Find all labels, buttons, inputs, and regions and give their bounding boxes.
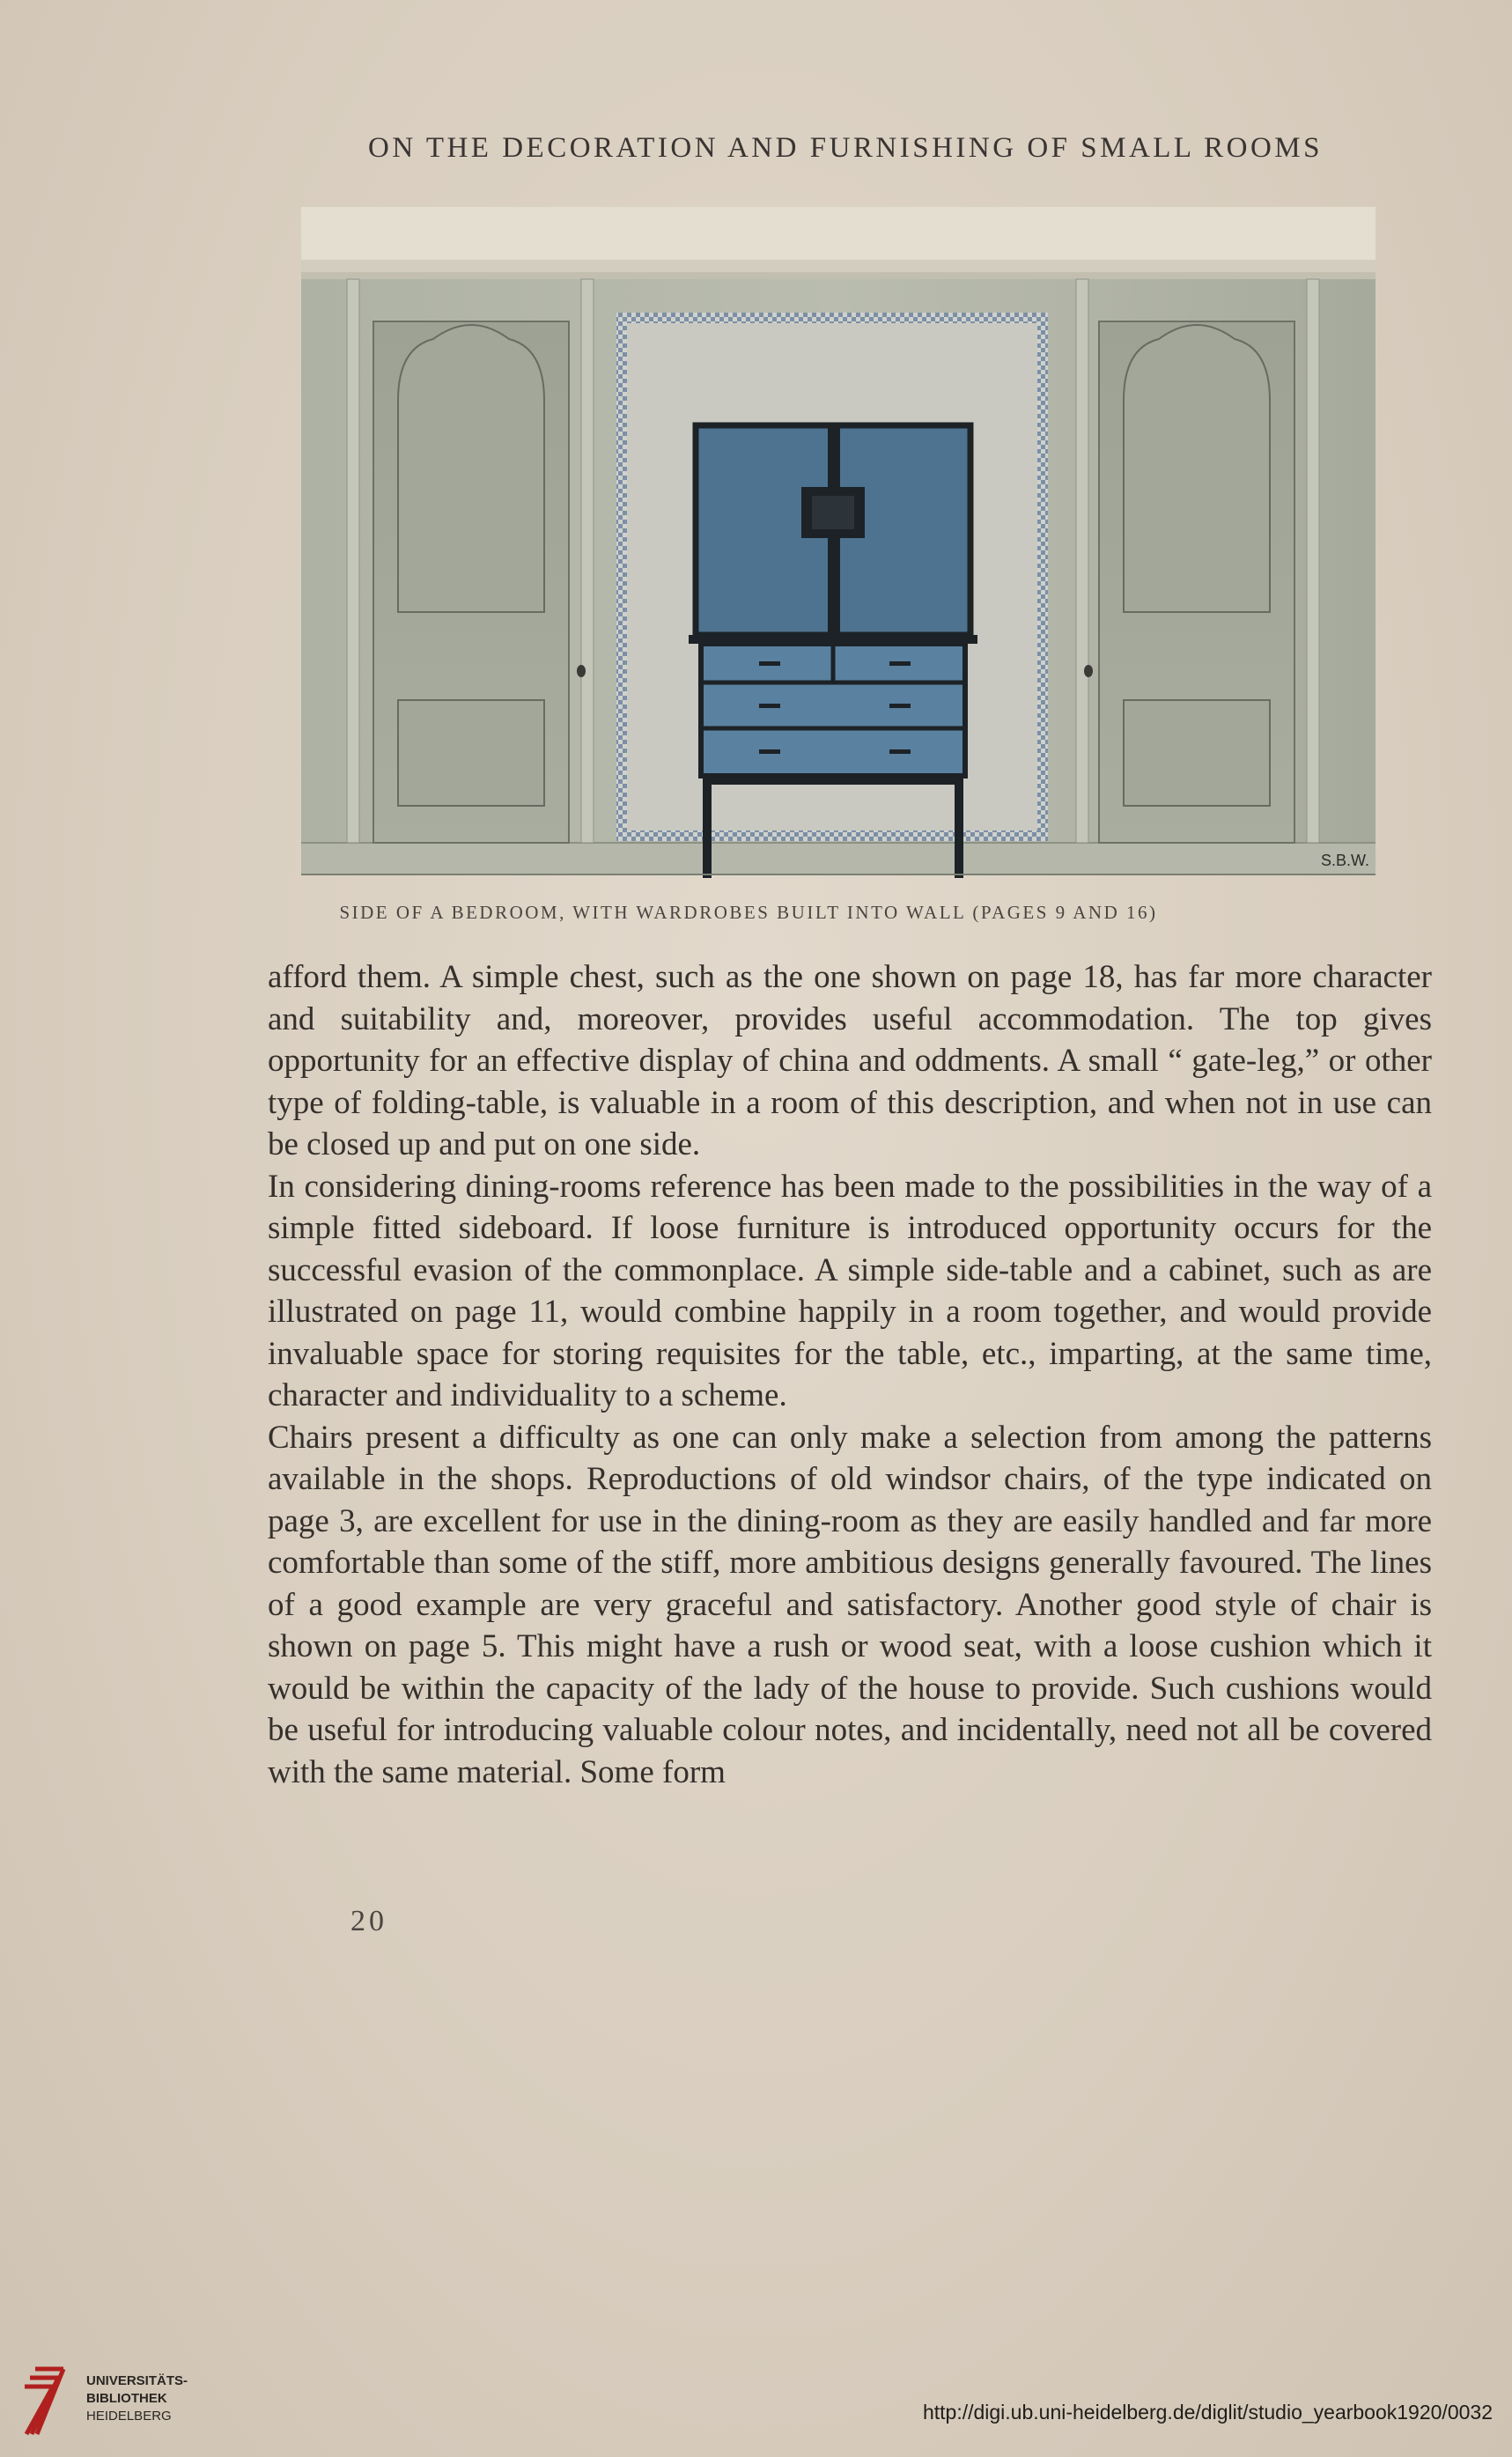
page-number: 20 [350, 1905, 387, 1937]
paragraph: afford them. A simple chest, such as the one shown on page 18, has far more character and suitability and, moreover, provides useful accommodation. The top gives opportunity for an effective display of china and oddments. A small “ gate-leg,” or other type of folding-table, is valuable in a room of this description, and when not in use can be closed up and put on one side. [268, 959, 1432, 1162]
artist-signature: S.B.W. [1321, 852, 1370, 869]
frieze [301, 207, 1376, 260]
library-line: BIBLIOTHEK [86, 2391, 167, 2406]
source-url-link[interactable]: http://digi.ub.uni-heidelberg.de/diglit/studio_yearbook1920/0032 [922, 2401, 1493, 2424]
body-text [268, 956, 1432, 1793]
plate-caption: SIDE OF A BEDROOM, WITH WARDROBES BUILT INTO WALL (PAGES 9 AND 16) [339, 902, 1158, 923]
illustration-plate [301, 207, 1376, 883]
running-head: ON THE DECORATION AND FURNISHING OF SMALL ROOMS [368, 132, 1323, 164]
right-wardrobe-door [1084, 321, 1294, 843]
library-name [86, 2372, 188, 2425]
library-mark-icon [18, 2360, 77, 2438]
library-line: HEIDELBERG [86, 2409, 172, 2424]
library-line: UNIVERSITÄTS- [86, 2373, 188, 2388]
paragraph: In considering dining-rooms reference has been made to the possibilities in the way of a simple fitted sideboard. If loose furniture is introduced opportunity occurs for the successful evasion of the commonplace. A simple side-table and a cabinet, such as are illustrated on page 11, would combine happily in a room together, and would provide invaluable space for storing requisites for the table, etc., imparting, at the same time, character and individuality to a scheme. [268, 1168, 1432, 1413]
bedroom-illustration [301, 207, 1376, 883]
paragraph: Chairs present a difficulty as one can only make a selection from among the patterns available in the shops. Reproductions of old windsor chairs, of the type indicated on page 3, are excellent for use in the dining-room as they are easily handled and far more comfortable than some of the stiff, more ambitious designs generally favoured. The lines of a good example are very graceful and satisfactory. Another good style of chair is shown on page 5. This might have a rush or wood seat, with a loose cushion which it would be within the capacity of the lady of the house to provide. Such cushions would be useful for introducing valuable colour notes, and incidentally, need not all be covered with the same material. Some form [268, 1419, 1432, 1790]
library-logo[interactable] [18, 2360, 247, 2439]
left-wardrobe-door [373, 321, 586, 843]
